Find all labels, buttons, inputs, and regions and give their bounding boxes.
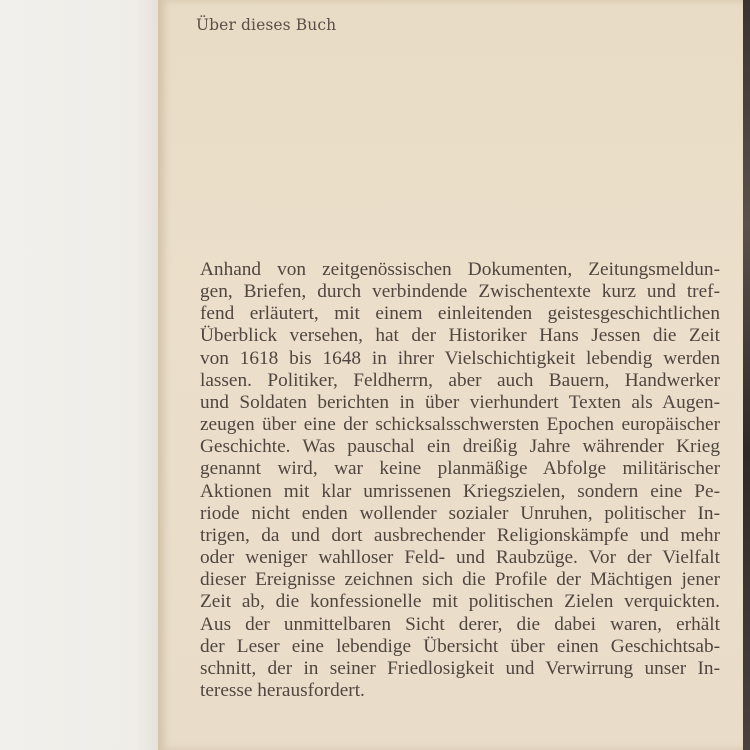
text-line: schnitt, der in seiner Friedlosigkeit und Verwirrung unser In-	[200, 657, 720, 679]
text-line: trigen, da und dort ausbrechender Religionskämpfe und mehr	[200, 524, 720, 546]
text-line: und Soldaten berichten in über vierhundert Texten als Augen-	[200, 391, 720, 413]
text-line: Aus der unmittelbaren Sicht derer, die dabei waren, erhält	[200, 613, 720, 635]
text-line: lassen. Politiker, Feldherrn, aber auch Bauern, Handwerker	[200, 369, 720, 391]
text-line: riode nicht enden wollender sozialer Unruhen, politischer In-	[200, 502, 720, 524]
page-edge-shadow	[743, 0, 750, 750]
text-line: Anhand von zeitgenössischen Dokumenten, Zeitungsmeldun-	[200, 259, 720, 280]
facing-page	[0, 0, 158, 750]
text-line: Geschichte. Was pauschal ein dreißig Jahre währender Krieg	[200, 436, 720, 458]
text-line: oder weniger wahlloser Feld- und Raubzüge. Vor der Vielfalt	[200, 547, 720, 569]
text-line: der Leser eine lebendige Übersicht über einen Geschichtsab-	[200, 635, 720, 657]
text-line: genannt wird, war keine planmäßige Abfolge militärischer	[200, 458, 720, 480]
text-line: gen, Briefen, durch verbindende Zwischentexte kurz und tref-	[200, 281, 720, 303]
page-heading: Über dieses Buch	[196, 16, 337, 34]
text-line: Überblick versehen, hat der Historiker Hans Jessen die Zeit	[200, 325, 720, 347]
text-line: dieser Ereignisse zeichnen sich die Profile der Mächtigen jener	[200, 569, 720, 591]
text-line: von 1618 bis 1648 in ihrer Vielschichtigkeit lebendig werden	[200, 347, 720, 369]
text-line: fend erläutert, mit einem einleitenden geistesgeschichtlichen	[200, 303, 720, 325]
text-line: Aktionen mit klar umrissenen Kriegszielen, sondern eine Pe-	[200, 480, 720, 502]
blurb-paragraph	[200, 259, 720, 702]
text-line: zeugen über eine der schicksalsschwersten Epochen europäischer	[200, 414, 720, 436]
text-line: teresse herausfordert.	[200, 679, 365, 701]
text-line: Zeit ab, die konfessionelle mit politischen Zielen verquickten.	[200, 591, 720, 613]
